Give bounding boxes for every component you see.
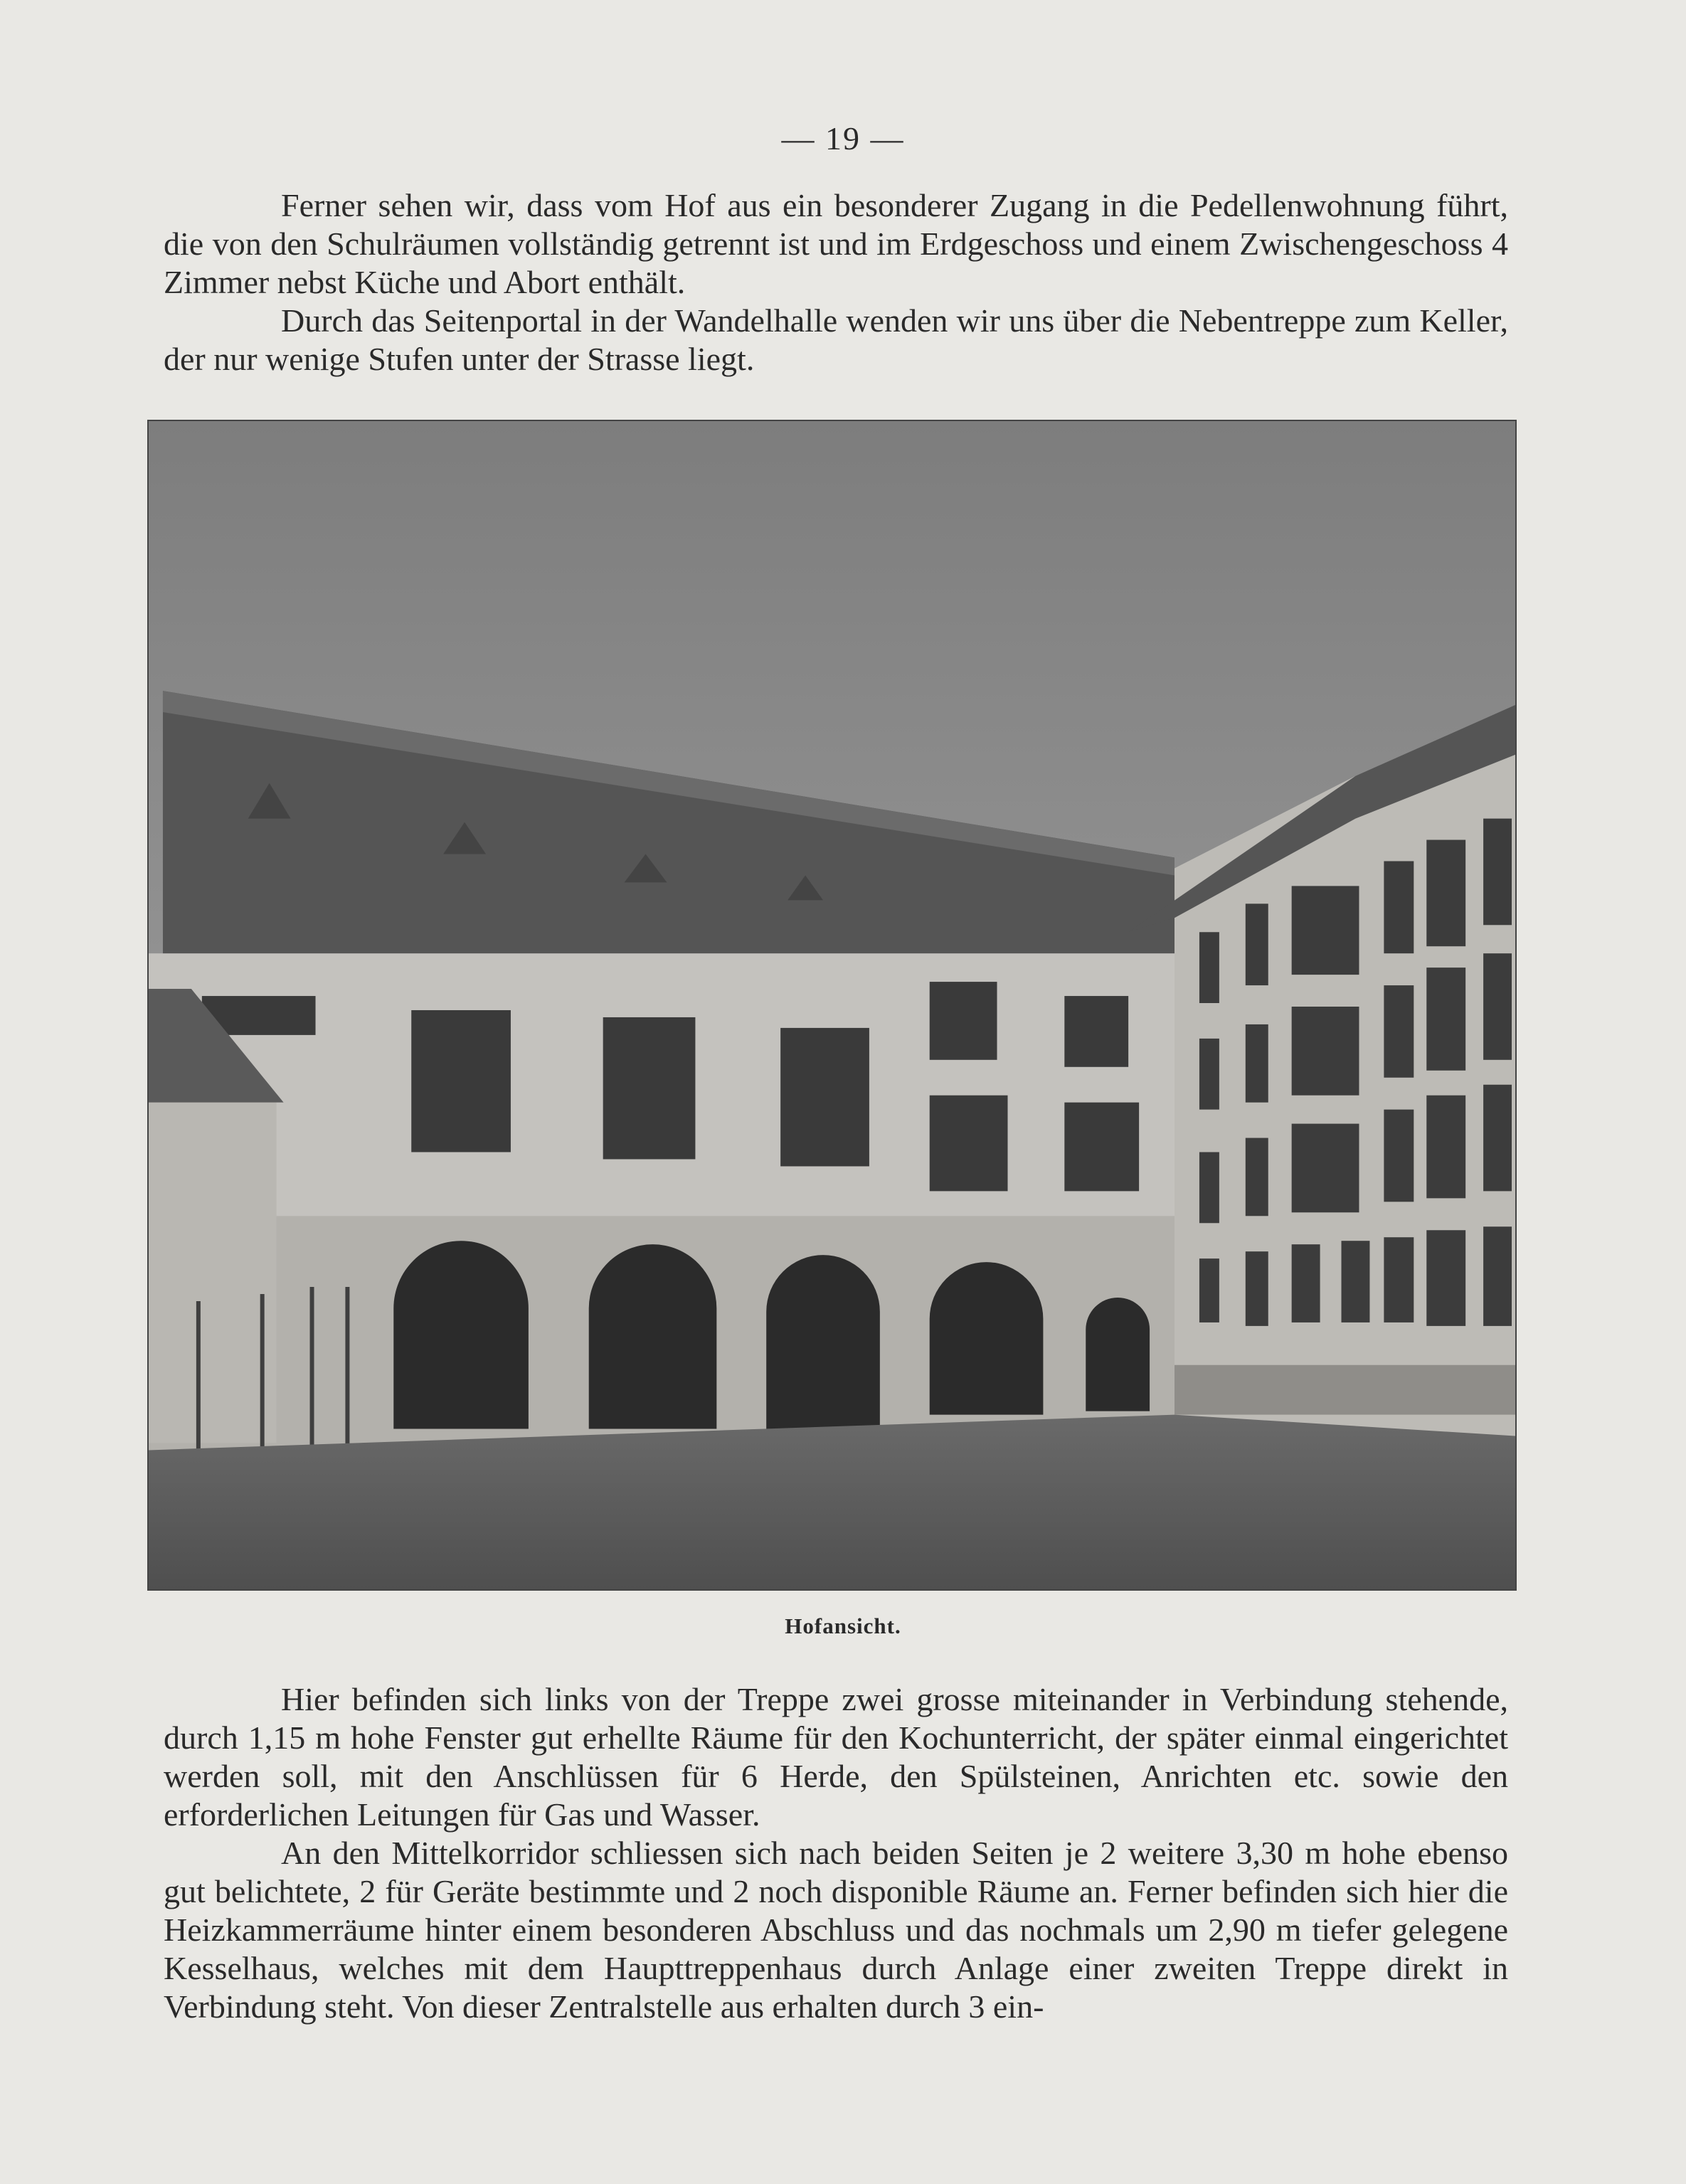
- paragraph: Durch das Seitenportal in der Wandelhalle wenden wir uns über die Nebentreppe zum Keller, der nur wenige Stufen unter der Strasse liegt.: [164, 302, 1508, 377]
- courtyard-photograph: [147, 420, 1517, 1591]
- page-number: — 19 —: [781, 120, 905, 157]
- bottom-text-block: [164, 1680, 1508, 2026]
- paragraph: Hier befinden sich links von der Treppe zwei grosse miteinander in Verbindung stehende, durch 1,15 m hohe Fenster gut erhellte Räume für den Kochunterricht, der später einmal eingerichtet werden soll, mit den Anschlüssen für 6 Herde, den Spülsteinen, Anrichten etc. sowie den erforderlichen Leitungen für Gas und Wasser.: [164, 1681, 1508, 1833]
- paragraph: Ferner sehen wir, dass vom Hof aus ein besonderer Zugang in die Pedellenwohnung führt, die von den Schulräumen vollständig getrennt ist und im Erdgeschoss und einem Zwischengeschoss 4 Zimmer nebst Küche und Abort enthält.: [164, 187, 1508, 300]
- paragraph: An den Mittelkorridor schliessen sich nach beiden Seiten je 2 weitere 3,30 m hohe ebenso gut belichtete, 2 für Geräte bestimmte und 2 noch disponible Räume an. Ferner befinden sich hier die Heizkammerräume hinter einem besonderen Abschluss und das nochmals um 2,90 m tiefer gelegene Kesselhaus, welches mit dem Haupttreppenhaus durch Anlage einer zweiten Treppe direkt in Verbindung steht. Von dieser Zentralstelle aus erhalten durch 3 ein-: [164, 1835, 1508, 2025]
- top-text-block: [164, 186, 1508, 378]
- figure-caption: Hofansicht.: [785, 1613, 901, 1638]
